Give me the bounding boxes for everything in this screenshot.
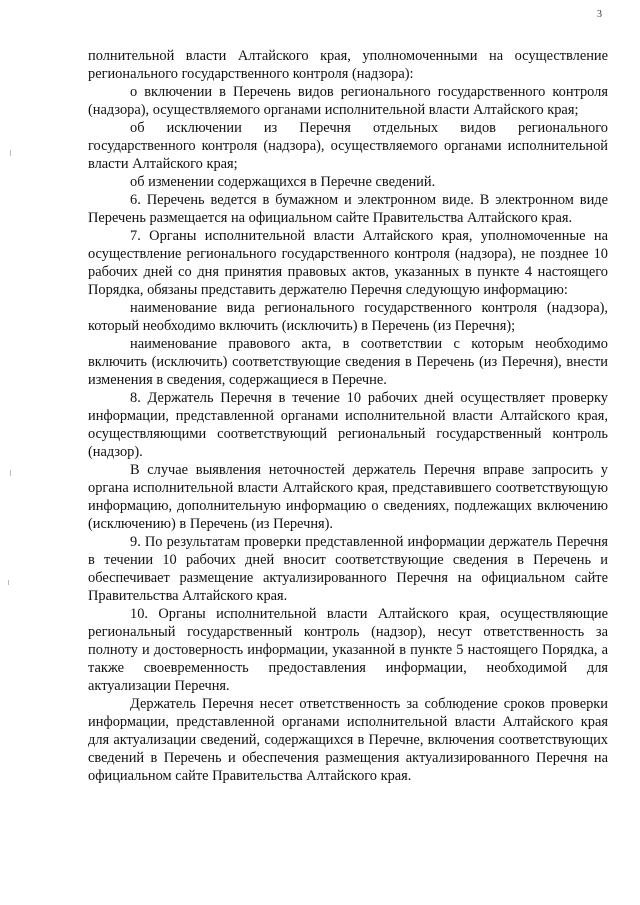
page-number: 3 (597, 9, 602, 20)
paragraph: о включении в Перечень видов регионального государственного контроля (надзора), осуществляемого органами исполнительной власти Алтайского края; (88, 84, 608, 118)
paragraph: наименование правового акта, в соответствии с которым необходимо включить (исключить) соответствующие сведения в Перечень (из Перечня), внести изменения в сведения, содержащиеся в Перечне. (88, 336, 608, 388)
paragraph: полнительной власти Алтайского края, уполномоченными на осуществление регионального государственного контроля (надзора): (88, 48, 608, 82)
paragraph: 8. Держатель Перечня в течение 10 рабочих дней осуществляет проверку информации, представленной органами исполнительной власти Алтайского края, осуществляющими соответствующий региональный государственный контроль (надзор). (88, 390, 608, 460)
paragraph: наименование вида регионального государственного контроля (надзора), который необходимо включить (исключить) в Перечень (из Перечня); (88, 300, 608, 334)
paragraph: 10. Органы исполнительной власти Алтайского края, осуществляющие региональный государственный контроль (надзор), несут ответственность за полноту и достоверность информации, указанной в пункте 5 настоящего Порядка, а также своевременность предоставления информации, необходимой для актуализации Перечня. (88, 606, 608, 694)
paragraph: 6. Перечень ведется в бумажном и электронном виде. В электронном виде Перечень размещается на официальном сайте Правительства Алтайского края. (88, 192, 608, 226)
paragraph: об изменении содержащихся в Перечне сведений. (130, 174, 436, 190)
margin-mark (10, 150, 11, 156)
margin-mark (10, 470, 11, 476)
paragraph: об исключении из Перечня отдельных видов регионального государственного контроля (надзора), осуществляемого органами исполнительной власти Алтайского края; (88, 120, 608, 172)
paragraph: 9. По результатам проверки представленной информации держатель Перечня в течении 10 рабочих дней вносит соответствующие сведения в Перечень и обеспечивает размещение актуализированного Перечня на официальном сайте Правительства Алтайского края. (88, 534, 608, 604)
paragraph: Держатель Перечня несет ответственность за соблюдение сроков проверки информации, представленной органами исполнительной власти Алтайского края для актуализации сведений, содержащихся в Перечне, включения соответствующих сведений в Перечень и обеспечения размещения актуализированного Перечня на официальном сайте Правительства Алтайского края. (88, 696, 608, 784)
document-body (88, 47, 608, 785)
margin-mark (8, 580, 9, 585)
paragraph: 7. Органы исполнительной власти Алтайского края, уполномоченные на осуществление регионального государственного контроля (надзора), не позднее 10 рабочих дней со дня принятия правовых актов, указанных в пункте 4 настоящего Порядка, обязаны представить держателю Перечня следующую информацию: (88, 228, 608, 298)
paragraph: В случае выявления неточностей держатель Перечня вправе запросить у органа исполнительной власти Алтайского края, представившего соответствующую информацию, дополнительную информацию о сведениях, подлежащих включению (исключению) в Перечень (из Перечня). (88, 462, 608, 532)
